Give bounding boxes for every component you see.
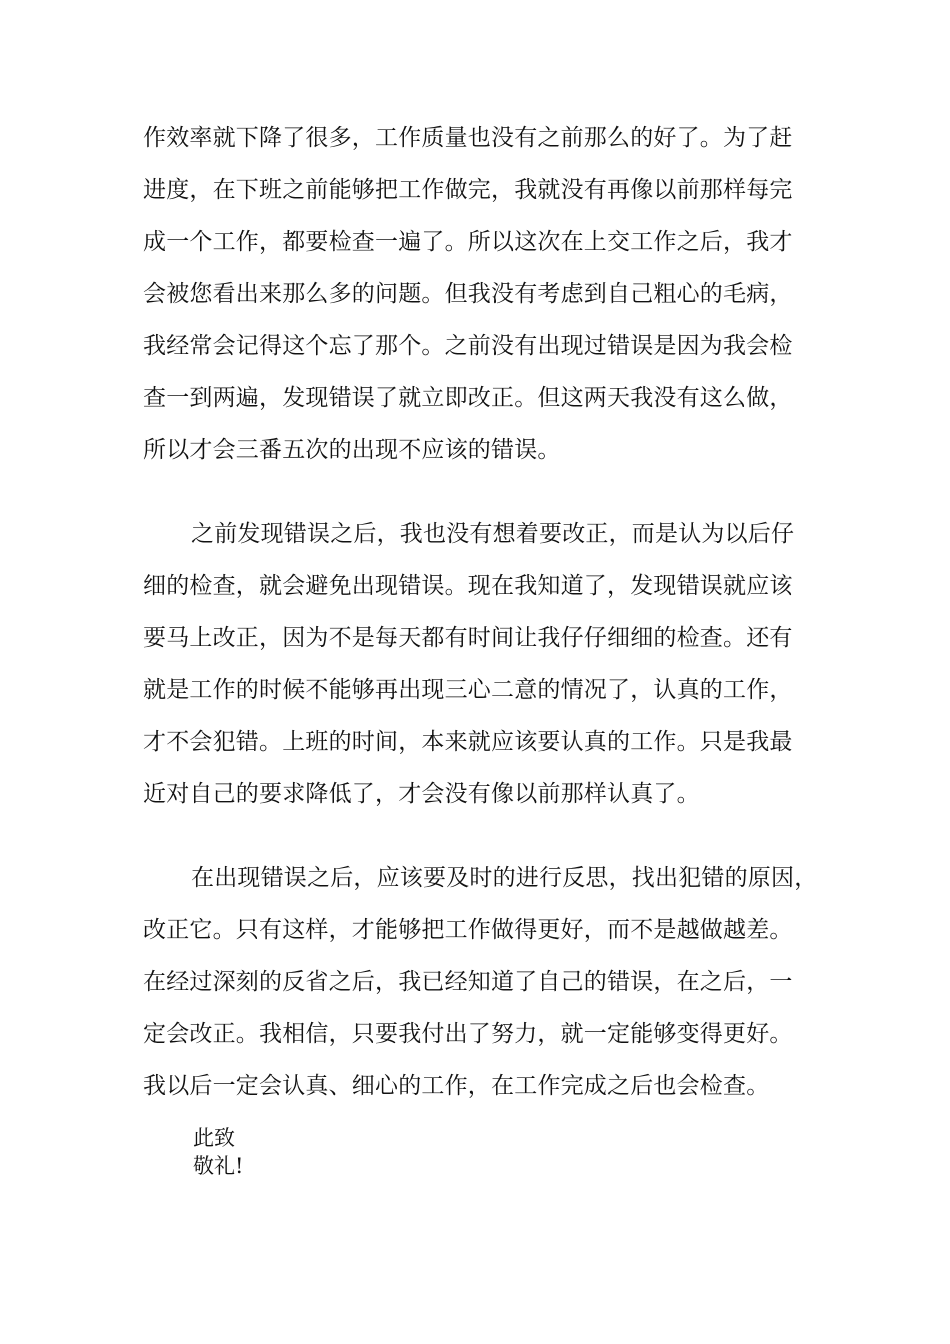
text-line: 会被您看出来那么多的问题。但我没有考虑到自己粗心的毛病， [143,281,793,307]
letter-closing [193,1124,243,1180]
text-line: 在经过深刻的反省之后，我已经知道了自己的错误，在之后，一 [143,969,793,995]
paragraph-1 [143,112,813,476]
text-line: 进度，在下班之前能够把工作做完，我就没有再像以前那样每完 [143,177,793,203]
paragraph-spacer [143,476,813,508]
text-line: 才不会犯错。上班的时间，本来就应该要认真的工作。只是我最 [143,729,793,755]
text-line: 细的检查，就会避免出现错误。现在我知道了，发现错误就应该 [143,573,793,599]
text-line: 我以后一定会认真、细心的工作，在工作完成之后也会检查。 [143,1073,770,1099]
text-line: 定会改正。我相信，只要我付出了努力，就一定能够变得更好。 [143,1021,793,1047]
text-line: 作效率就下降了很多，工作质量也没有之前那么的好了。为了赶 [143,125,793,151]
text-line: 所以才会三番五次的出现不应该的错误。 [143,437,561,463]
text-line: 查一到两遍，发现错误了就立即改正。但这两天我没有这么做， [143,385,793,411]
paragraph-spacer [143,820,813,852]
text-line-indented: 之前发现错误之后，我也没有想着要改正，而是认为以后仔 [191,521,795,547]
paragraph-3 [143,852,818,1112]
text-line: 就是工作的时候不能够再出现三心二意的情况了，认真的工作， [143,677,793,703]
text-line: 要马上改正，因为不是每天都有时间让我仔仔细细的检查。还有 [143,625,793,651]
text-line-indented: 在出现错误之后，应该要及时的进行反思，找出犯错的原因， [191,865,818,891]
closing-salutation: 此致 [193,1126,235,1150]
text-line: 我经常会记得这个忘了那个。之前没有出现过错误是因为我会检 [143,333,793,359]
text-line: 改正它。只有这样，才能够把工作做得更好，而不是越做越差。 [143,917,793,943]
letter-body [143,112,818,1112]
closing-regards: 敬礼! [193,1154,244,1178]
text-line: 成一个工作，都要检查一遍了。所以这次在上交工作之后，我才 [143,229,793,255]
text-line: 近对自己的要求降低了，才会没有像以前那样认真了。 [143,781,700,807]
paragraph-2 [143,508,813,820]
